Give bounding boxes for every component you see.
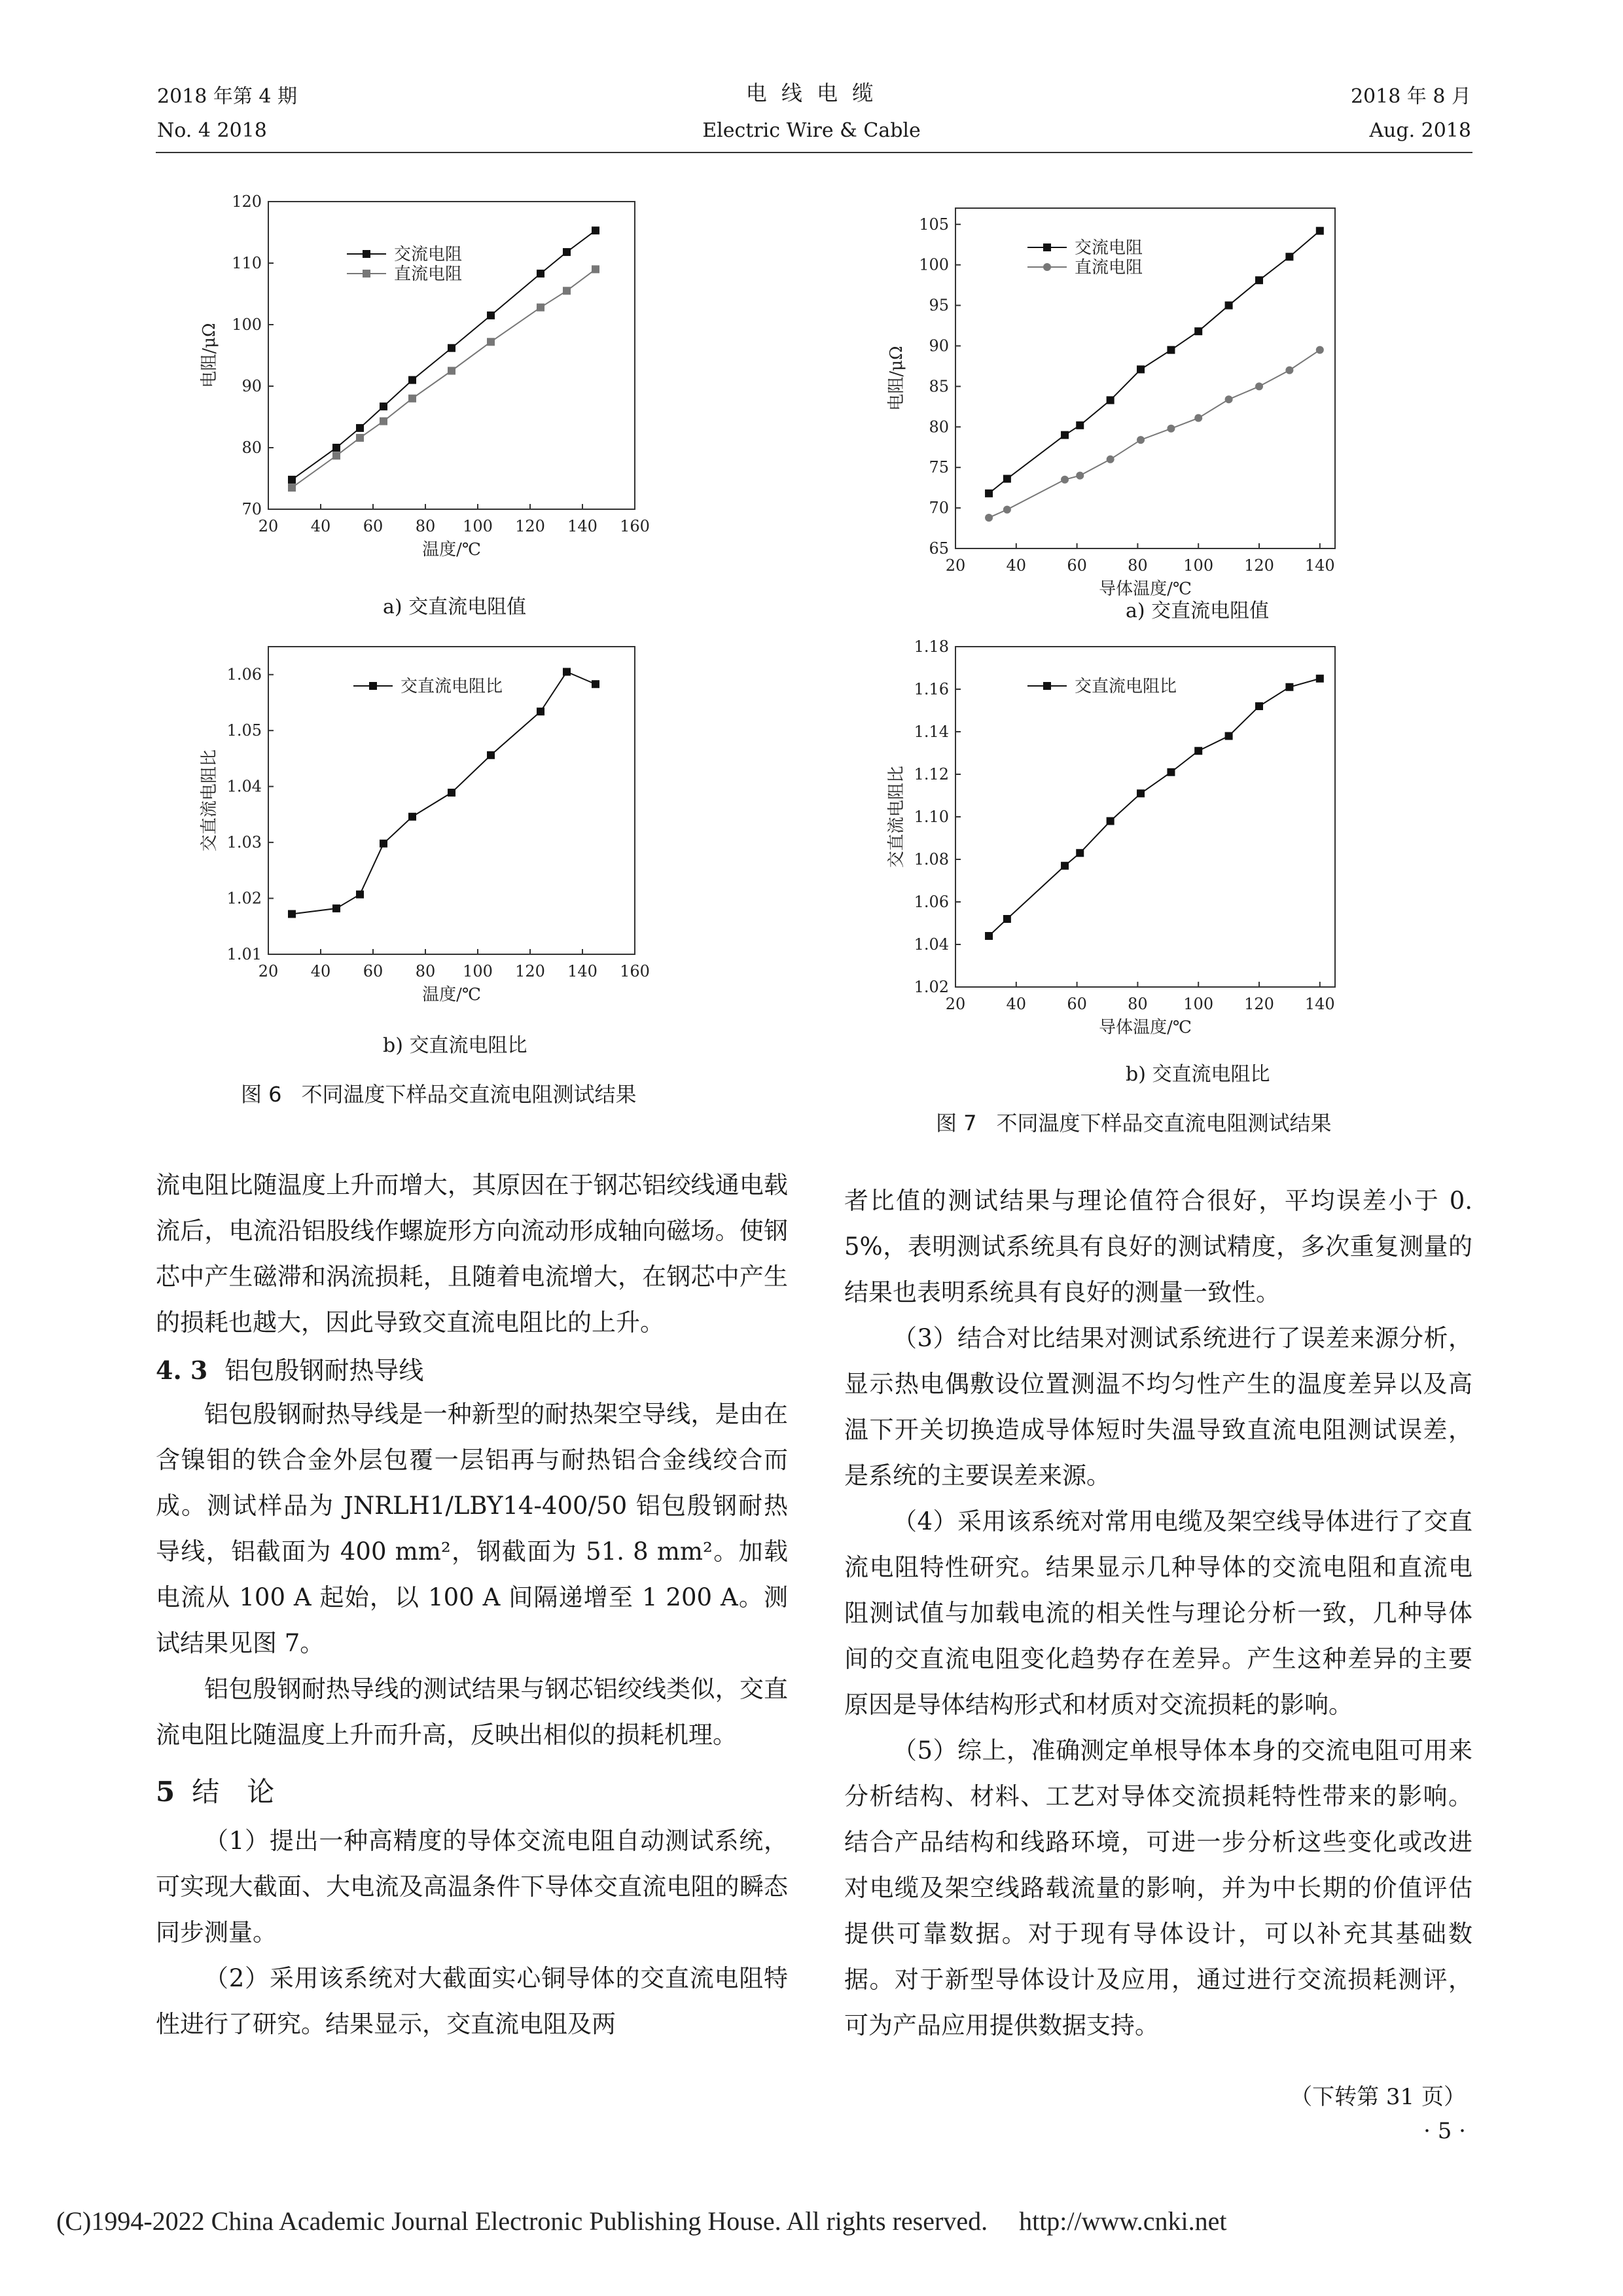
y-tick-label: 120 xyxy=(232,192,262,211)
x-tick-label: 20 xyxy=(945,995,966,1013)
data-point xyxy=(1194,747,1202,755)
data-point xyxy=(332,444,340,452)
data-point xyxy=(1061,476,1069,484)
data-point xyxy=(1076,422,1084,429)
legend-marker xyxy=(1043,263,1051,271)
y-tick-label: 1.01 xyxy=(226,945,262,963)
fig6a-subcaption: a) 交直流电阻值 xyxy=(383,596,527,619)
x-tick-label: 80 xyxy=(415,962,436,980)
x-tick-label: 100 xyxy=(463,517,493,535)
data-point xyxy=(448,344,455,352)
fig7-caption xyxy=(936,1109,1332,1138)
section-title: 铝包殷钢耐热导线 xyxy=(224,1356,424,1385)
data-point xyxy=(1225,395,1233,403)
fig6-caption xyxy=(241,1080,637,1109)
data-point xyxy=(563,287,571,295)
paragraph: 者比值的测试结果与理论值符合很好，平均误差小于 0. 5%，表明测试系统具有良好的测试精度，多次重复测量的结果也表明系统具有良好的测量一致性。 xyxy=(844,1187,1472,1306)
x-tick-label: 100 xyxy=(463,962,493,980)
legend-marker xyxy=(1043,243,1051,251)
y-tick-label: 105 xyxy=(919,215,949,234)
fig6-caption-num: 图 6 xyxy=(241,1082,282,1107)
y-tick-label: 90 xyxy=(241,377,262,395)
section-number: 4. 3 xyxy=(156,1355,208,1385)
data-point xyxy=(1167,768,1175,776)
data-point xyxy=(380,840,387,848)
data-point xyxy=(1107,396,1115,404)
x-tick-label: 40 xyxy=(1006,995,1027,1013)
x-tick-label: 160 xyxy=(620,517,650,535)
data-point xyxy=(1285,683,1293,691)
data-point xyxy=(537,708,544,715)
data-point xyxy=(380,403,387,410)
x-tick-label: 140 xyxy=(1304,556,1335,575)
x-tick-label: 120 xyxy=(515,962,545,980)
copyright-line xyxy=(56,2206,1226,2236)
data-point xyxy=(1107,456,1115,463)
series-line xyxy=(292,672,596,914)
paragraph: （4）采用该系统对常用电缆及架空线导体进行了交直流电阻特性研究。结果显示几种导体的交流电阻和直流电阻测试值与加载电流的相关性与理论分析一致，几种导体间的交直流电阻变化趋势存在差异。产生这种差异的主要原因是导体结构形式和材质对交流损耗的影响。 xyxy=(844,1507,1472,1719)
y-tick-label: 100 xyxy=(232,315,262,334)
y-tick-label: 1.14 xyxy=(914,723,949,741)
y-tick-label: 1.10 xyxy=(914,808,949,826)
data-point xyxy=(448,789,455,797)
data-point xyxy=(563,668,571,675)
data-point xyxy=(1225,302,1233,310)
x-tick-label: 20 xyxy=(258,517,279,535)
section-4-3-heading xyxy=(156,1350,788,1391)
legend-marker xyxy=(1043,682,1051,690)
header-left-1: 2018 年第 4 期 xyxy=(157,85,298,108)
header-right-2: Aug. 2018 xyxy=(1369,119,1471,142)
data-point xyxy=(1003,506,1011,514)
data-point xyxy=(332,452,340,459)
data-point xyxy=(1316,346,1324,354)
section-number: 5 xyxy=(156,1776,175,1808)
data-point xyxy=(1194,414,1202,422)
y-tick-label: 110 xyxy=(232,254,262,272)
data-point xyxy=(1076,472,1084,480)
legend-label: 直流电阻 xyxy=(1075,258,1143,278)
x-tick-label: 140 xyxy=(567,962,597,980)
y-axis-label: 交直流电阻比 xyxy=(887,765,906,869)
header-rule xyxy=(156,152,1472,153)
x-tick-label: 40 xyxy=(310,962,331,980)
x-tick-label: 80 xyxy=(415,517,436,535)
paragraph: 流电阻比随温度上升而增大，其原因在于钢芯铝绞线通电载流后，电流沿铝股线作螺旋形方向流动形成轴向磁场。使钢芯中产生磁滞和涡流损耗，且随着电流增大，在钢芯中产生的损耗也越大，因此导致交直流电阻比的上升。 xyxy=(156,1171,788,1336)
section-5-heading xyxy=(156,1766,788,1818)
data-point xyxy=(592,680,599,688)
y-tick-label: 1.16 xyxy=(914,680,949,698)
data-point xyxy=(592,226,599,234)
right-column xyxy=(844,1178,1472,2049)
y-axis-label: 交直流电阻比 xyxy=(200,749,219,852)
y-tick-label: 70 xyxy=(929,499,949,518)
paragraph: （2）采用该系统对大截面实心铜导体的交直流电阻特性进行了研究。结果显示，交直流电阻及两 xyxy=(156,1964,788,2038)
data-point xyxy=(1061,431,1069,439)
x-tick-label: 80 xyxy=(1128,995,1148,1013)
series-line xyxy=(989,231,1320,493)
header-left-2: No. 4 2018 xyxy=(157,119,267,142)
x-tick-label: 140 xyxy=(1304,995,1335,1013)
y-tick-label: 1.04 xyxy=(914,935,949,954)
paragraph: （1）提出一种高精度的导体交流电阻自动测试系统，可实现大截面、大电流及高温条件下导体交直流电阻的瞬态同步测量。 xyxy=(156,1827,788,1946)
data-point xyxy=(1061,862,1069,870)
x-tick-label: 120 xyxy=(515,517,545,535)
fig6a-chart xyxy=(190,183,766,602)
data-point xyxy=(408,376,416,384)
x-tick-label: 160 xyxy=(620,962,650,980)
copyright-text: (C)1994-2022 China Academic Journal Electronic Publishing House. All rights reserved. xyxy=(56,2206,988,2236)
data-point xyxy=(1255,276,1263,284)
y-tick-label: 1.05 xyxy=(226,721,262,740)
y-tick-label: 80 xyxy=(929,418,949,437)
data-point xyxy=(1137,436,1145,444)
data-point xyxy=(288,476,296,484)
data-point xyxy=(332,905,340,912)
paragraph: （5）综上，准确测定单根导体本身的交流电阻可用来分析结构、材料、工艺对导体交流损耗特性带来的影响。结合产品结构和线路环境，可进一步分析这些变化或改进对电缆及架空线路载流量的影响，并为中长期的价值评估提供可靠数据。对于现有导体设计，可以补充其基础数据。对于新型导体设计及应用，通过进行交流损耗测评，可为产品应用提供数据支持。 xyxy=(844,1736,1472,2039)
legend-label: 直流电阻 xyxy=(394,264,463,284)
fig7-caption-text: 不同温度下样品交直流电阻测试结果 xyxy=(996,1111,1332,1136)
fig7a-subcaption: a) 交直流电阻值 xyxy=(1126,600,1270,622)
data-point xyxy=(1285,253,1293,260)
data-point xyxy=(408,813,416,821)
plot-frame xyxy=(955,647,1335,987)
fig7-caption-num: 图 7 xyxy=(936,1111,977,1136)
y-tick-label: 65 xyxy=(929,539,949,558)
continued-note: （下转第 31 页） xyxy=(1290,2084,1466,2110)
y-axis-label: 电阻/μΩ xyxy=(200,323,219,388)
data-point xyxy=(985,514,993,522)
fig7a-chart xyxy=(877,190,1453,615)
x-tick-label: 120 xyxy=(1244,995,1274,1013)
x-axis-label: 温度/℃ xyxy=(422,985,481,1005)
data-point xyxy=(356,434,364,442)
y-tick-label: 80 xyxy=(241,439,262,457)
x-axis-label: 温度/℃ xyxy=(422,540,481,560)
y-tick-label: 1.04 xyxy=(226,777,262,796)
data-point xyxy=(1003,475,1011,483)
x-axis-label: 导体温度/℃ xyxy=(1099,1018,1192,1037)
fig6-caption-text: 不同温度下样品交直流电阻测试结果 xyxy=(301,1082,637,1107)
data-point xyxy=(288,484,296,492)
left-column xyxy=(156,1162,788,2047)
x-tick-label: 60 xyxy=(363,517,383,535)
data-point xyxy=(1225,732,1233,740)
section-title: 结 论 xyxy=(192,1776,275,1808)
x-tick-label: 80 xyxy=(1128,556,1148,575)
y-tick-label: 70 xyxy=(241,500,262,518)
data-point xyxy=(1255,382,1263,390)
x-axis-label: 导体温度/℃ xyxy=(1099,579,1192,599)
data-point xyxy=(1316,675,1324,683)
paragraph: 铝包殷钢耐热导线的测试结果与钢芯铝绞线类似，交直流电阻比随温度上升而升高，反映出相似的损耗机理。 xyxy=(156,1675,788,1749)
y-tick-label: 1.02 xyxy=(226,889,262,908)
data-point xyxy=(1167,346,1175,354)
x-tick-label: 60 xyxy=(1067,556,1087,575)
x-tick-label: 40 xyxy=(310,517,331,535)
data-point xyxy=(288,910,296,918)
y-tick-label: 1.02 xyxy=(914,978,949,996)
data-point xyxy=(487,338,495,346)
data-point xyxy=(537,304,544,312)
x-tick-label: 120 xyxy=(1244,556,1274,575)
y-tick-label: 1.03 xyxy=(226,833,262,852)
data-point xyxy=(1076,849,1084,857)
paragraph: 铝包殷钢耐热导线是一种新型的耐热架空导线，是由在含镍钼的铁合金外层包覆一层铝再与耐热铝合金线绞合而成。测试样品为 JNRLH1/LBY14-400/50 铝包殷钢耐热导线，铝截面为 400 mm²，钢截面为 51. 8 mm²。加载电流从 100 A 起始，以 100 A 间隔递增至 1 200 A。测试结果见图 7。 xyxy=(156,1400,788,1657)
x-tick-label: 60 xyxy=(363,962,383,980)
data-point xyxy=(448,367,455,375)
data-point xyxy=(487,751,495,759)
data-point xyxy=(1137,365,1145,373)
page-number: · 5 · xyxy=(1423,2118,1466,2144)
series-line xyxy=(989,350,1320,518)
data-point xyxy=(537,270,544,278)
x-tick-label: 100 xyxy=(1183,556,1214,575)
y-tick-label: 95 xyxy=(929,296,949,315)
fig7b-subcaption: b) 交直流电阻比 xyxy=(1126,1063,1270,1086)
y-tick-label: 100 xyxy=(919,255,949,274)
x-tick-label: 140 xyxy=(567,517,597,535)
header-right-1: 2018 年 8 月 xyxy=(1350,85,1471,108)
journal-title-en: Electric Wire & Cable xyxy=(702,119,921,142)
legend-label: 交直流电阻比 xyxy=(1075,677,1177,696)
legend-label: 交流电阻 xyxy=(394,245,463,264)
data-point xyxy=(1137,789,1145,797)
x-tick-label: 60 xyxy=(1067,995,1087,1013)
data-point xyxy=(487,312,495,319)
data-point xyxy=(985,490,993,497)
data-point xyxy=(592,265,599,273)
legend-marker xyxy=(363,270,370,278)
cnki-url[interactable]: http://www.cnki.net xyxy=(1019,2206,1227,2236)
fig6b-subcaption: b) 交直流电阻比 xyxy=(383,1034,527,1057)
y-axis-label: 电阻/μΩ xyxy=(887,346,906,411)
data-point xyxy=(356,424,364,432)
fig7b-chart xyxy=(877,628,1453,1054)
y-tick-label: 90 xyxy=(929,336,949,355)
y-tick-label: 1.12 xyxy=(914,765,949,783)
data-point xyxy=(356,891,364,899)
data-point xyxy=(408,395,416,403)
x-tick-label: 20 xyxy=(945,556,966,575)
data-point xyxy=(985,932,993,940)
data-point xyxy=(1167,425,1175,433)
data-point xyxy=(1003,915,1011,923)
data-point xyxy=(1255,702,1263,710)
x-tick-label: 40 xyxy=(1006,556,1027,575)
plot-frame xyxy=(955,208,1335,548)
legend-marker xyxy=(369,682,377,690)
series-line xyxy=(989,679,1320,936)
y-tick-label: 75 xyxy=(929,458,949,477)
x-tick-label: 20 xyxy=(258,962,279,980)
y-tick-label: 85 xyxy=(929,377,949,396)
y-tick-label: 1.18 xyxy=(914,637,949,656)
data-point xyxy=(563,248,571,256)
y-tick-label: 1.08 xyxy=(914,850,949,869)
journal-title-cn: 电 线 电 缆 xyxy=(745,81,878,105)
data-point xyxy=(1107,817,1115,825)
legend-label: 交流电阻 xyxy=(1075,238,1143,258)
data-point xyxy=(1285,367,1293,374)
legend-marker xyxy=(363,250,370,258)
fig6b-chart xyxy=(190,628,766,1054)
legend-label: 交直流电阻比 xyxy=(401,677,503,696)
x-tick-label: 100 xyxy=(1183,995,1214,1013)
paragraph: （3）结合对比结果对测试系统进行了误差来源分析，显示热电偶敷设位置测温不均匀性产生的温度差异以及高温下开关切换造成导体短时失温导致直流电阻测试误差，是系统的主要误差来源。 xyxy=(844,1324,1472,1490)
data-point xyxy=(380,418,387,425)
data-point xyxy=(1316,227,1324,235)
data-point xyxy=(1194,327,1202,335)
y-tick-label: 1.06 xyxy=(914,893,949,911)
y-tick-label: 1.06 xyxy=(226,665,262,684)
